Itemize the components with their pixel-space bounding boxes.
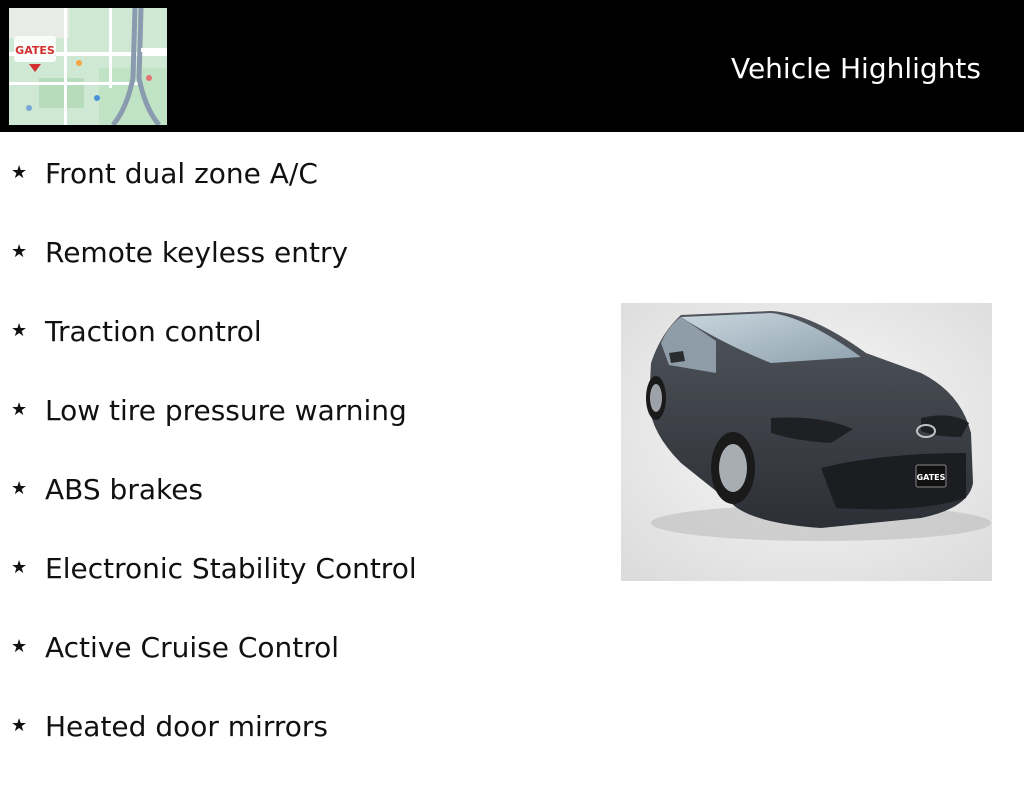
header-bar (0, 0, 1024, 132)
highlight-label: Traction control (45, 315, 262, 348)
star-icon: ★ (11, 557, 28, 578)
vehicle-photo (621, 303, 992, 581)
star-icon: ★ (11, 636, 28, 657)
star-icon: ★ (11, 399, 28, 420)
highlight-label: Low tire pressure warning (45, 394, 407, 427)
highlight-label: Front dual zone A/C (45, 157, 318, 190)
highlight-label: ABS brakes (45, 473, 204, 506)
highlights-list (0, 153, 600, 785)
highlight-label: Remote keyless entry (45, 236, 349, 269)
star-icon: ★ (11, 241, 28, 262)
highlight-label: Electronic Stability Control (45, 552, 417, 585)
list-item (0, 548, 600, 627)
map-image (9, 8, 167, 125)
plate-text: GATES (916, 473, 946, 482)
highlight-label: Active Cruise Control (45, 631, 340, 664)
dealer-map-thumbnail[interactable] (9, 8, 167, 125)
star-icon: ★ (11, 478, 28, 499)
list-item (0, 706, 600, 785)
list-item (0, 469, 600, 548)
list-item (0, 627, 600, 706)
star-icon: ★ (11, 320, 28, 341)
car-image (621, 303, 992, 581)
list-item (0, 232, 600, 311)
page-title: Vehicle Highlights (730, 52, 981, 85)
map-logo-text: GATES (15, 44, 55, 57)
list-item (0, 390, 600, 469)
star-icon: ★ (11, 715, 28, 736)
highlight-label: Heated door mirrors (45, 710, 328, 743)
star-icon: ★ (11, 162, 28, 183)
list-item (0, 153, 600, 232)
list-item (0, 311, 600, 390)
